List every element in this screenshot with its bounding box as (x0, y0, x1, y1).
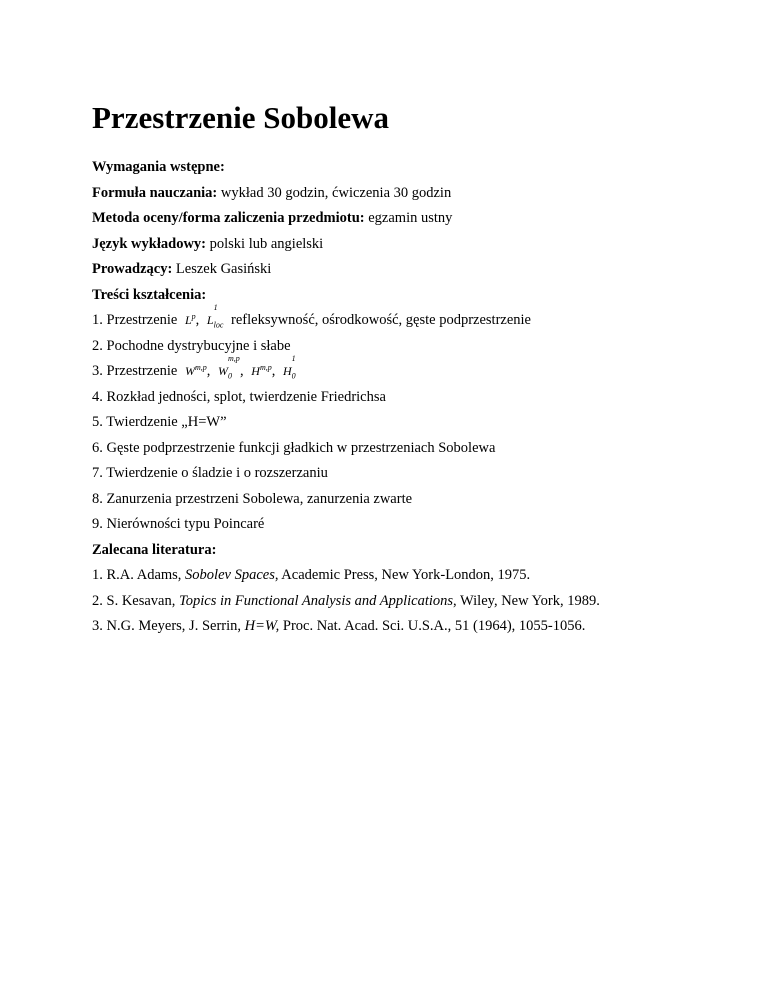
literature-item-3 (92, 617, 732, 635)
math-lp-space (185, 313, 196, 327)
math-h01-space: H 1 $_0$ (282, 354, 296, 381)
page-title: Przestrzenie Sobolewa (92, 100, 389, 135)
section-heading: Zalecana literatura: (92, 541, 217, 558)
citation-title: H=W, (244, 618, 280, 634)
citation-title: Sobolev Spaces (185, 567, 275, 583)
math-symbol: H (282, 364, 292, 378)
item-suffix: refleksywność, ośrodkowość, gęste podprzestrzenie (231, 312, 531, 328)
content-item-9: 9. Nierówności typu Poincaré (92, 516, 265, 532)
item-prefix: 1. Przestrzenie (92, 312, 178, 328)
math-subscript: 0 (228, 371, 233, 381)
math-separator: , (240, 363, 244, 379)
math-superscript: m,p (259, 363, 272, 372)
literature-item-2 (92, 592, 732, 610)
citation-authors: 3. N.G. Meyers, J. Serrin, (92, 618, 245, 634)
content-item-8: 8. Zanurzenia przestrzeni Sobolewa, zanurzenia zwarte (92, 490, 413, 507)
meta-language (92, 235, 732, 253)
math-symbol: W (184, 364, 195, 378)
content-item-4: 4. Rozkład jedności, splot, twierdzenie Friedrichsa (92, 388, 386, 405)
content-item-3 (92, 354, 732, 381)
math-wmp-space (185, 364, 207, 378)
meta-value: Leszek Gasiński (172, 261, 272, 277)
literature-heading (92, 541, 732, 559)
item-prefix: 3. Przestrzenie (92, 363, 178, 379)
meta-value: polski lub angielski (206, 235, 324, 252)
meta-label: Język wykładowy: (92, 235, 206, 252)
citation-details: Proc. Nat. Acad. Sci. U.S.A., 51 (1964), 1055-1056. (279, 618, 586, 634)
section-heading: Treści kształcenia: (92, 286, 207, 303)
content-item-2: 2. Pochodne dystrybucyjne i słabe (92, 337, 291, 354)
math-hmp-space (251, 364, 271, 378)
meta-teaching-form (92, 184, 732, 202)
math-symbol: L (206, 313, 214, 327)
math-superscript: p (191, 312, 196, 321)
math-symbol: H (251, 364, 260, 378)
math-subscript: 0 (291, 371, 296, 381)
citation-authors: 2. S. Kesavan, (92, 592, 179, 609)
meta-lecturer (92, 260, 732, 278)
document-page (92, 100, 732, 643)
literature-item-1 (92, 566, 732, 584)
math-w0mp-space: W m,p $_0$ (218, 354, 240, 381)
content-item-5: 5. Twierdzenie „H=W” (92, 414, 227, 430)
meta-label: Wymagania wstępne: (92, 159, 225, 175)
meta-label: Metoda oceny/forma zaliczenia przedmiotu: (92, 210, 365, 226)
citation-authors: 1. R.A. Adams, (92, 567, 186, 583)
citation-title: Topics in Functional Analysis and Applications (179, 592, 454, 609)
math-separator: , (271, 363, 276, 379)
math-superscript: m,p (194, 363, 207, 372)
citation-details: , Academic Press, New York-London, 1975. (274, 567, 531, 583)
meta-value: egzamin ustny (364, 210, 453, 226)
meta-label: Prowadzący: (92, 261, 173, 277)
meta-value: wykład 30 godzin, ćwiczenia 30 godzin (217, 184, 452, 201)
content-heading (92, 286, 732, 304)
math-symbol: L (184, 313, 192, 327)
citation-details: , Wiley, New York, 1989. (453, 592, 600, 609)
content-item-1 (92, 303, 732, 330)
meta-assessment (92, 209, 732, 227)
meta-prerequisites (92, 158, 732, 176)
meta-label: Formuła nauczania: (92, 184, 218, 201)
math-separator: , (195, 312, 200, 328)
content-item-7: 7. Twierdzenie o śladzie i o rozszerzaniu (92, 465, 328, 481)
math-symbol: W (218, 364, 229, 378)
math-subscript: loc (213, 320, 224, 330)
math-lloc-space: L 1 $_{loc}$ (206, 303, 224, 330)
math-separator: , (206, 363, 211, 379)
content-item-6: 6. Gęste podprzestrzenie funkcji gładkich w przestrzeniach Sobolewa (92, 439, 496, 456)
